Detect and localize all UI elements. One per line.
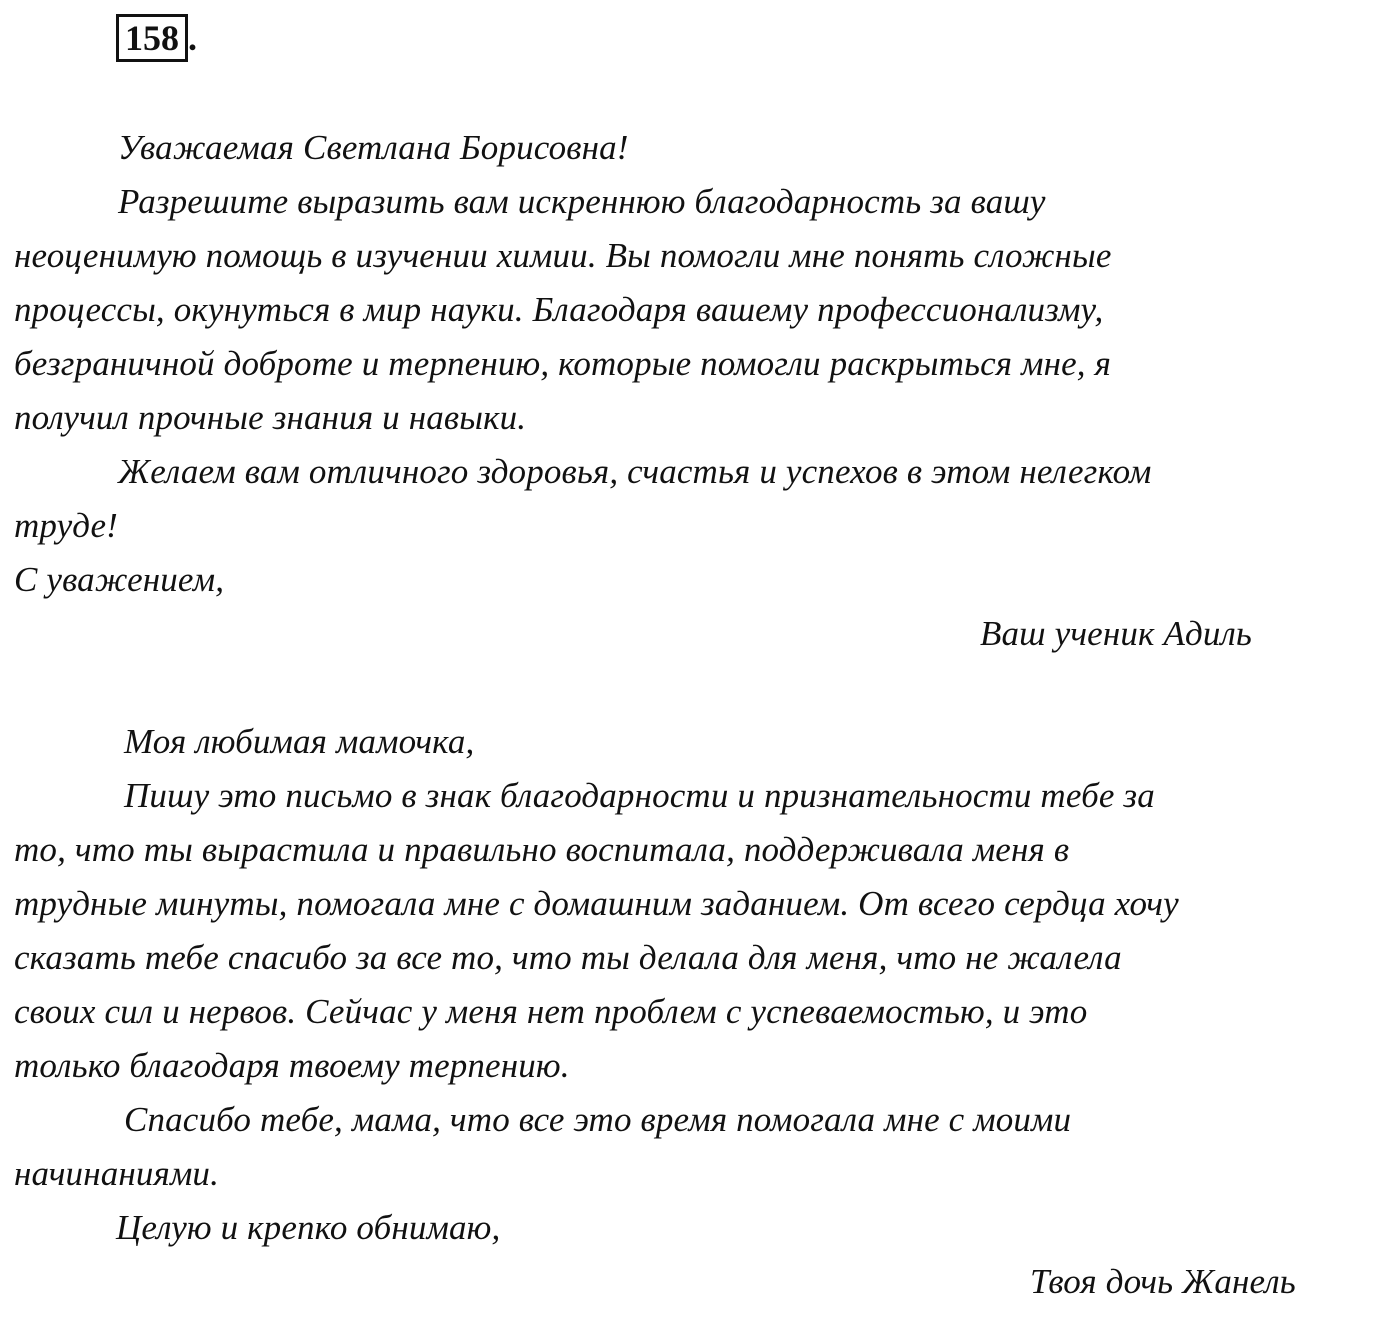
letter1-line: Разрешите выразить вам искреннюю благодарность за вашу [118, 182, 1046, 221]
letter1-line: безграничной доброте и терпению, которые помогли раскрыться мне, я [14, 344, 1111, 383]
letter1-line: процессы, окунуться в мир науки. Благодаря вашему профессионализму, [14, 290, 1104, 329]
letter1-signature: Ваш ученик Адиль [980, 614, 1252, 653]
letter2-line: Пишу это письмо в знак благодарности и признательности тебе за [124, 776, 1155, 815]
letter1-line: получил прочные знания и навыки. [14, 398, 527, 437]
exercise-number [116, 14, 197, 62]
letter2-closing: Целую и крепко обнимаю, [116, 1208, 501, 1247]
letter2-line: начинаниями. [14, 1154, 219, 1193]
exercise-number-box [116, 14, 188, 62]
letter1-line: неоценимую помощь в изучении химии. Вы помогли мне понять сложные [14, 236, 1112, 275]
letter2-line: трудные минуты, помогала мне с домашним заданием. От всего сердца хочу [14, 884, 1179, 923]
letter2-line: сказать тебе спасибо за все то, что ты делала для меня, что не жалела [14, 938, 1122, 977]
letter2-line: своих сил и нервов. Сейчас у меня нет проблем с успеваемостью, и это [14, 992, 1088, 1031]
letter2-line: Спасибо тебе, мама, что все это время помогала мне с моими [124, 1100, 1072, 1139]
letter2-line: только благодаря твоему терпению. [14, 1046, 570, 1085]
letter1-greeting: Уважаемая Светлана Борисовна! [118, 128, 629, 167]
exercise-number-value: 158 [125, 18, 179, 58]
letter1-line: Желаем вам отличного здоровья, счастья и успехов в этом нелегком [118, 452, 1152, 491]
exercise-number-suffix: . [188, 18, 197, 58]
letter2-greeting: Моя любимая мамочка, [124, 722, 475, 761]
letter1-line: труде! [14, 506, 118, 545]
letter1-closing: С уважением, [14, 560, 225, 599]
letter2-signature: Твоя дочь Жанель [1030, 1262, 1296, 1301]
letter2-line: то, что ты вырастила и правильно воспитала, поддерживала меня в [14, 830, 1070, 869]
